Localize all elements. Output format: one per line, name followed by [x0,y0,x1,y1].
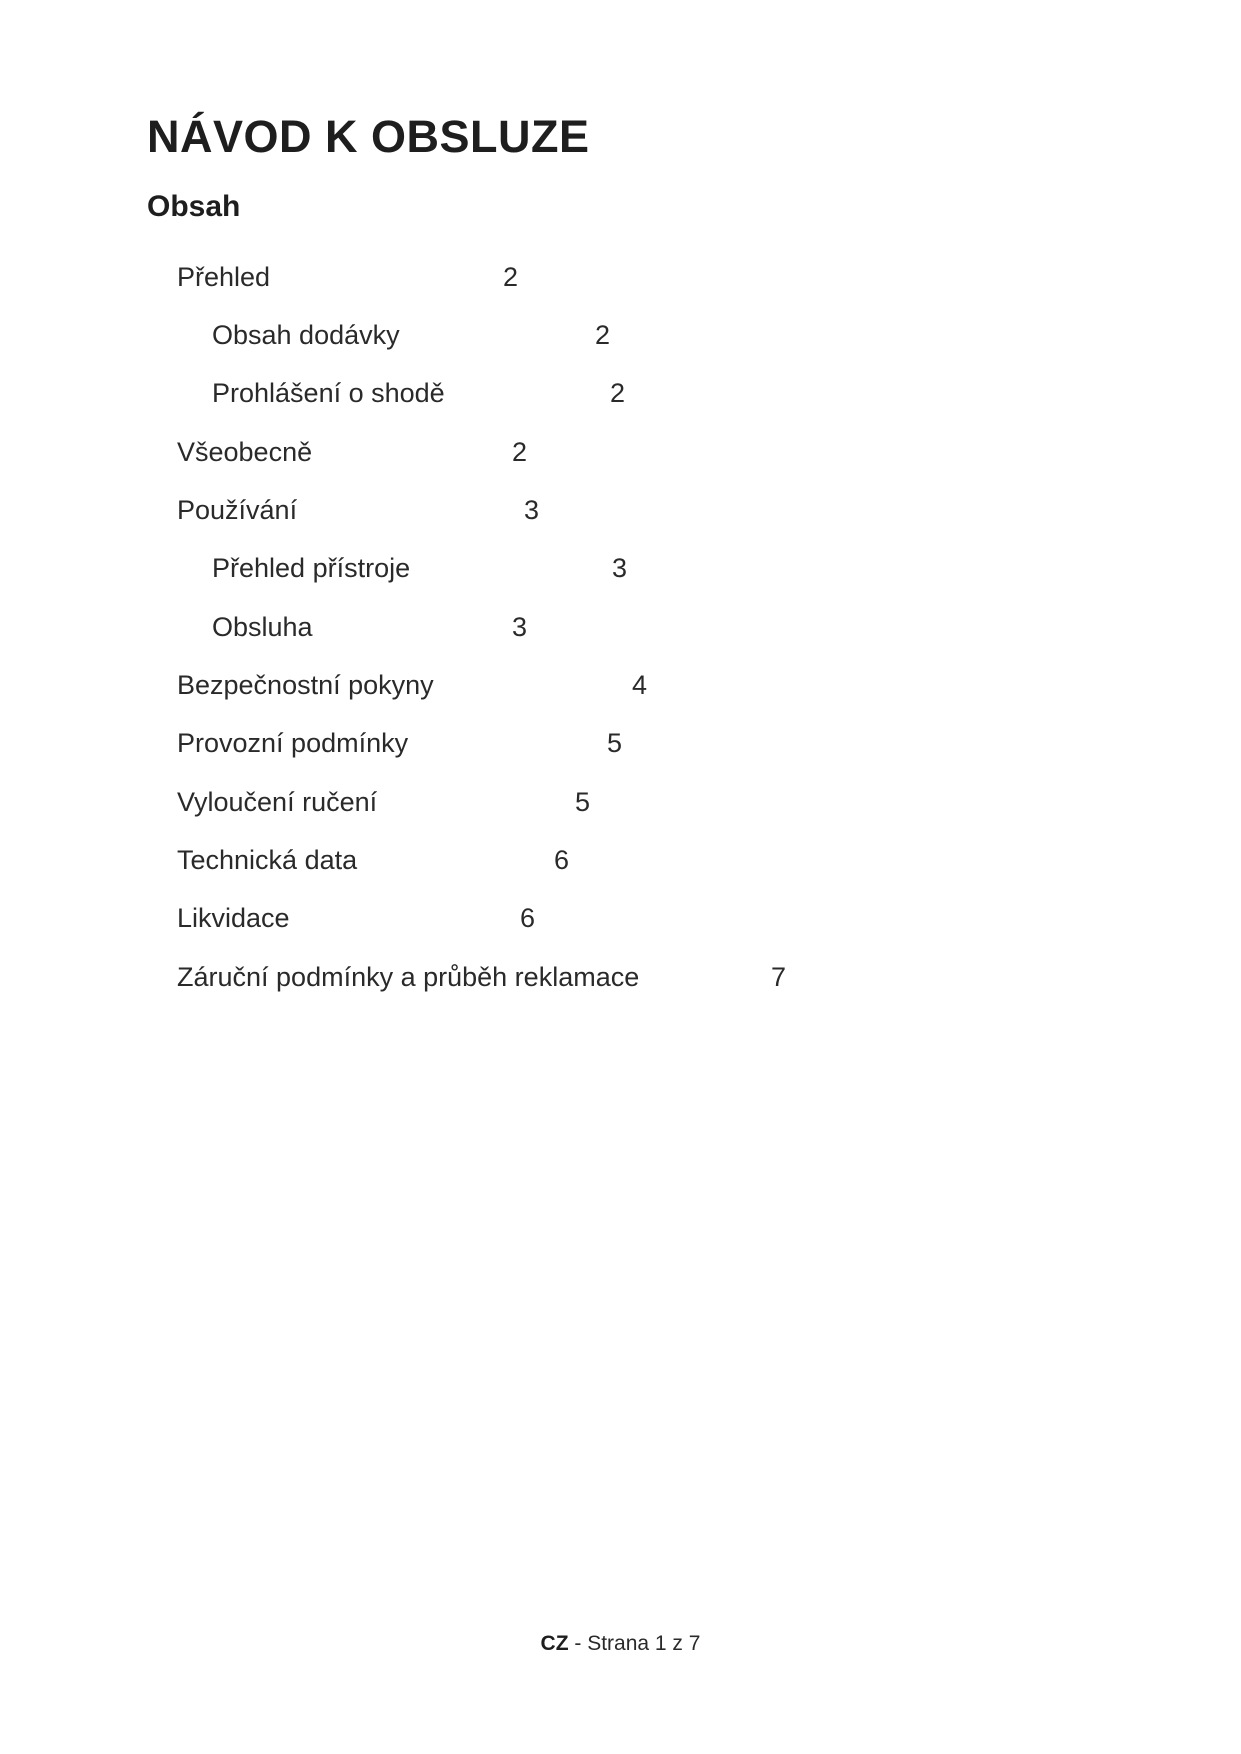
footer-language-code: CZ [540,1632,569,1655]
toc-entry-label: Vyloučení ručení [177,787,378,817]
toc-entry-page: 5 [575,787,591,817]
toc-entry-page: 3 [512,612,528,642]
toc-entry-label: Technická data [177,845,358,875]
footer-page-number: - Strana 1 z 7 [568,1632,701,1655]
toc-entry-page: 6 [554,845,570,875]
toc-entry-page: 3 [612,553,628,583]
toc-entry-label: Přehled přístroje [212,553,411,583]
toc-entry-label: Obsluha [212,612,313,642]
toc-entry-label: Všeobecně [177,437,313,467]
toc-entry-page: 6 [520,903,536,933]
toc-entry-label: Obsah dodávky [212,320,400,350]
toc-entry-page: 7 [771,962,787,992]
toc-entry-page: 2 [503,262,519,292]
page-footer [0,1632,1241,1656]
toc-heading: Obsah [147,190,241,223]
toc-entry-page: 2 [595,320,611,350]
toc-entry-label: Záruční podmínky a průběh reklamace [177,962,640,992]
toc-entry-label: Používání [177,495,298,525]
document-title: NÁVOD K OBSLUZE [147,111,590,162]
toc-entry-label: Likvidace [177,903,290,933]
toc-entry-label: Přehled [177,262,271,292]
toc-entry-page: 2 [512,437,528,467]
toc-entry-label: Bezpečnostní pokyny [177,670,434,700]
toc-entry-label: Provozní podmínky [177,728,409,758]
toc-entry-label: Prohlášení o shodě [212,378,445,408]
toc-entry-page: 3 [524,495,540,525]
toc-entry-page: 2 [610,378,626,408]
toc-entry-page: 5 [607,728,623,758]
toc-entry-page: 4 [632,670,648,700]
